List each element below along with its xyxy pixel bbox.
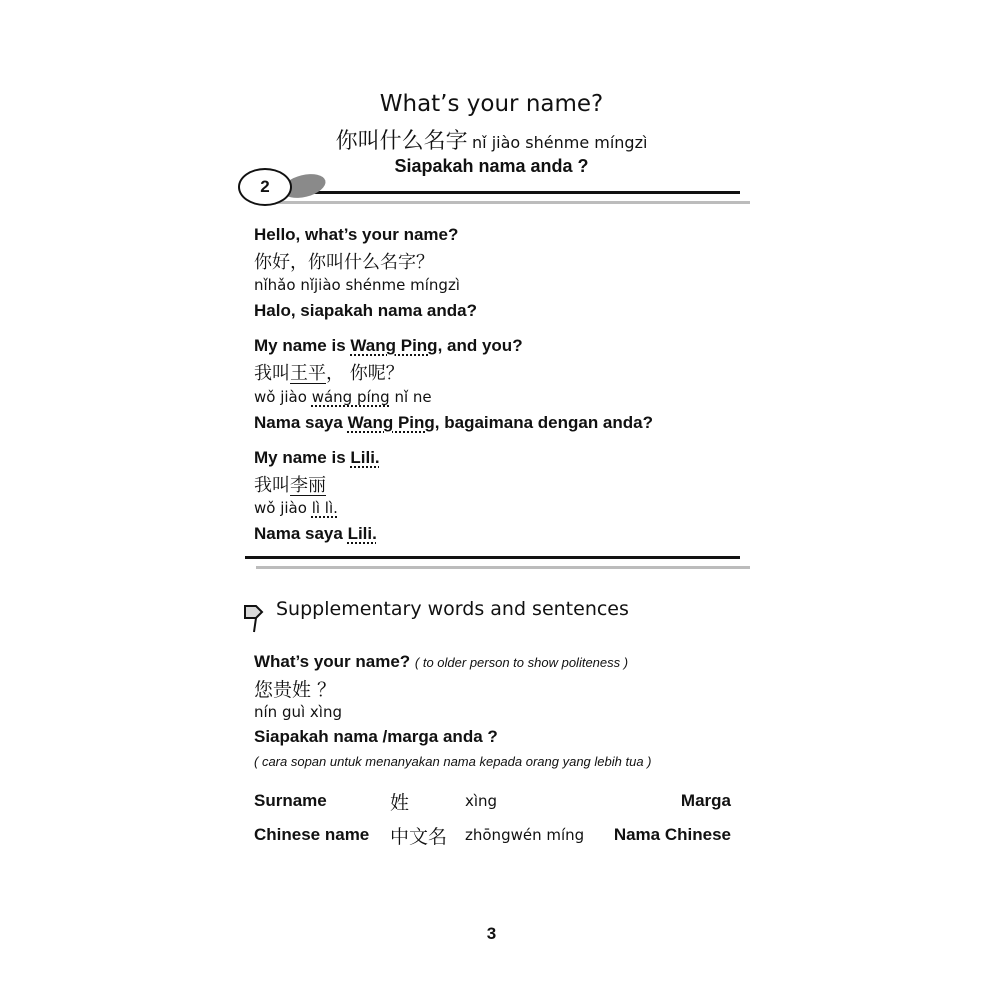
dialogue-3-chinese-name: 李丽 (290, 475, 326, 496)
page-number: 3 (486, 924, 497, 943)
dialogue-1-chinese: 你好，你叫什么名字？ (254, 252, 434, 273)
section-rule (245, 556, 740, 559)
header-rule (288, 191, 740, 194)
dialogue-3-english-pre: My name is (254, 448, 351, 467)
supp-question-note-english: ( to older person to show politeness ) (414, 655, 629, 670)
dialogue-2-pinyin-post: nǐ ne (389, 388, 432, 406)
dialogue-2-chinese-name: 王平 (290, 363, 326, 384)
dialogue-2-pinyin (254, 388, 432, 406)
vocab-row-2-pinyin: zhōngwén míng (465, 826, 585, 844)
dialogue-3-malay (254, 524, 377, 544)
vocab-row-1-english: Surname (254, 791, 327, 810)
dialogue-3-english (254, 448, 380, 468)
supp-question-english-text: What’s your name? (254, 652, 411, 671)
dialogue-2-chinese (254, 359, 404, 385)
lesson-number: 2 (260, 177, 270, 196)
supp-question-malay: Siapakah nama /marga anda ? (254, 727, 498, 746)
dialogue-2-pinyin-pre: wǒ jiào (254, 388, 312, 406)
dialogue-2-english-post: , and you? (437, 336, 523, 355)
dialogue-2-malay (254, 413, 653, 433)
tag-arrow-icon (243, 599, 265, 635)
dialogue-2-english-name: Wang Ping (350, 336, 438, 355)
vocab-row-1-pinyin: xìng (465, 792, 498, 810)
supp-question-chinese: 您贵姓 ？ (254, 679, 337, 701)
title-malay: Siapakah nama anda ? (394, 156, 589, 176)
vocab-row-2-malay: Nama Chinese (613, 825, 731, 844)
title-chinese: 你叫什么名字 (335, 129, 468, 154)
supplementary-title: Supplementary words and sentences (276, 598, 629, 620)
lesson-number-badge (238, 168, 292, 206)
dialogue-2-malay-post: , bagaimana dengan anda? (434, 413, 653, 432)
dialogue-3-pinyin-name: lì lì. (311, 499, 338, 517)
dialogue-3-pinyin (254, 499, 338, 517)
dialogue-1-english: Hello, what’s your name? (254, 225, 459, 244)
vocab-row-2-chinese: 中文名 (390, 826, 448, 848)
supp-question-english (254, 652, 628, 672)
dialogue-3-pinyin-pre: wǒ jiào (254, 499, 312, 517)
dialogue-2-chinese-post: ， 你呢？ (326, 363, 404, 384)
title-chinese-line (0, 124, 983, 155)
vocab-row-1-malay: Marga (680, 791, 731, 810)
dialogue-2-chinese-pre: 我叫 (254, 363, 290, 384)
dialogue-3-malay-name: Lili. (347, 524, 377, 543)
dialogue-3-chinese-pre: 我叫 (254, 475, 290, 496)
supp-question-pinyin: nín guì xìng (254, 703, 342, 721)
dialogue-2-english-pre: My name is (254, 336, 351, 355)
vocab-row-1-chinese: 姓 (390, 792, 410, 814)
dialogue-2-malay-pre: Nama saya (254, 413, 348, 432)
dialogue-3-english-name: Lili. (350, 448, 380, 467)
dialogue-3-malay-pre: Nama saya (254, 524, 348, 543)
section-rule-shadow (256, 566, 750, 569)
dialogue-2-english (254, 336, 523, 356)
dialogue-2-malay-name: Wang Ping (347, 413, 435, 432)
dialogue-1-malay: Halo, siapakah nama anda? (254, 301, 477, 320)
vocab-row-2-english: Chinese name (254, 825, 370, 844)
dialogue-2-pinyin-name: wáng píng (311, 388, 390, 406)
page-title: What’s your name? (379, 91, 604, 117)
supp-question-note-malay: ( cara sopan untuk menanyakan nama kepada orang yang lebih tua ) (254, 754, 652, 769)
dialogue-1-pinyin: nǐhǎo nǐjiào shénme míngzì (254, 276, 460, 294)
dialogue-3-chinese (254, 471, 326, 497)
title-pinyin: nǐ jiào shénme míngzì (472, 133, 648, 152)
header-rule-shadow (254, 201, 750, 204)
